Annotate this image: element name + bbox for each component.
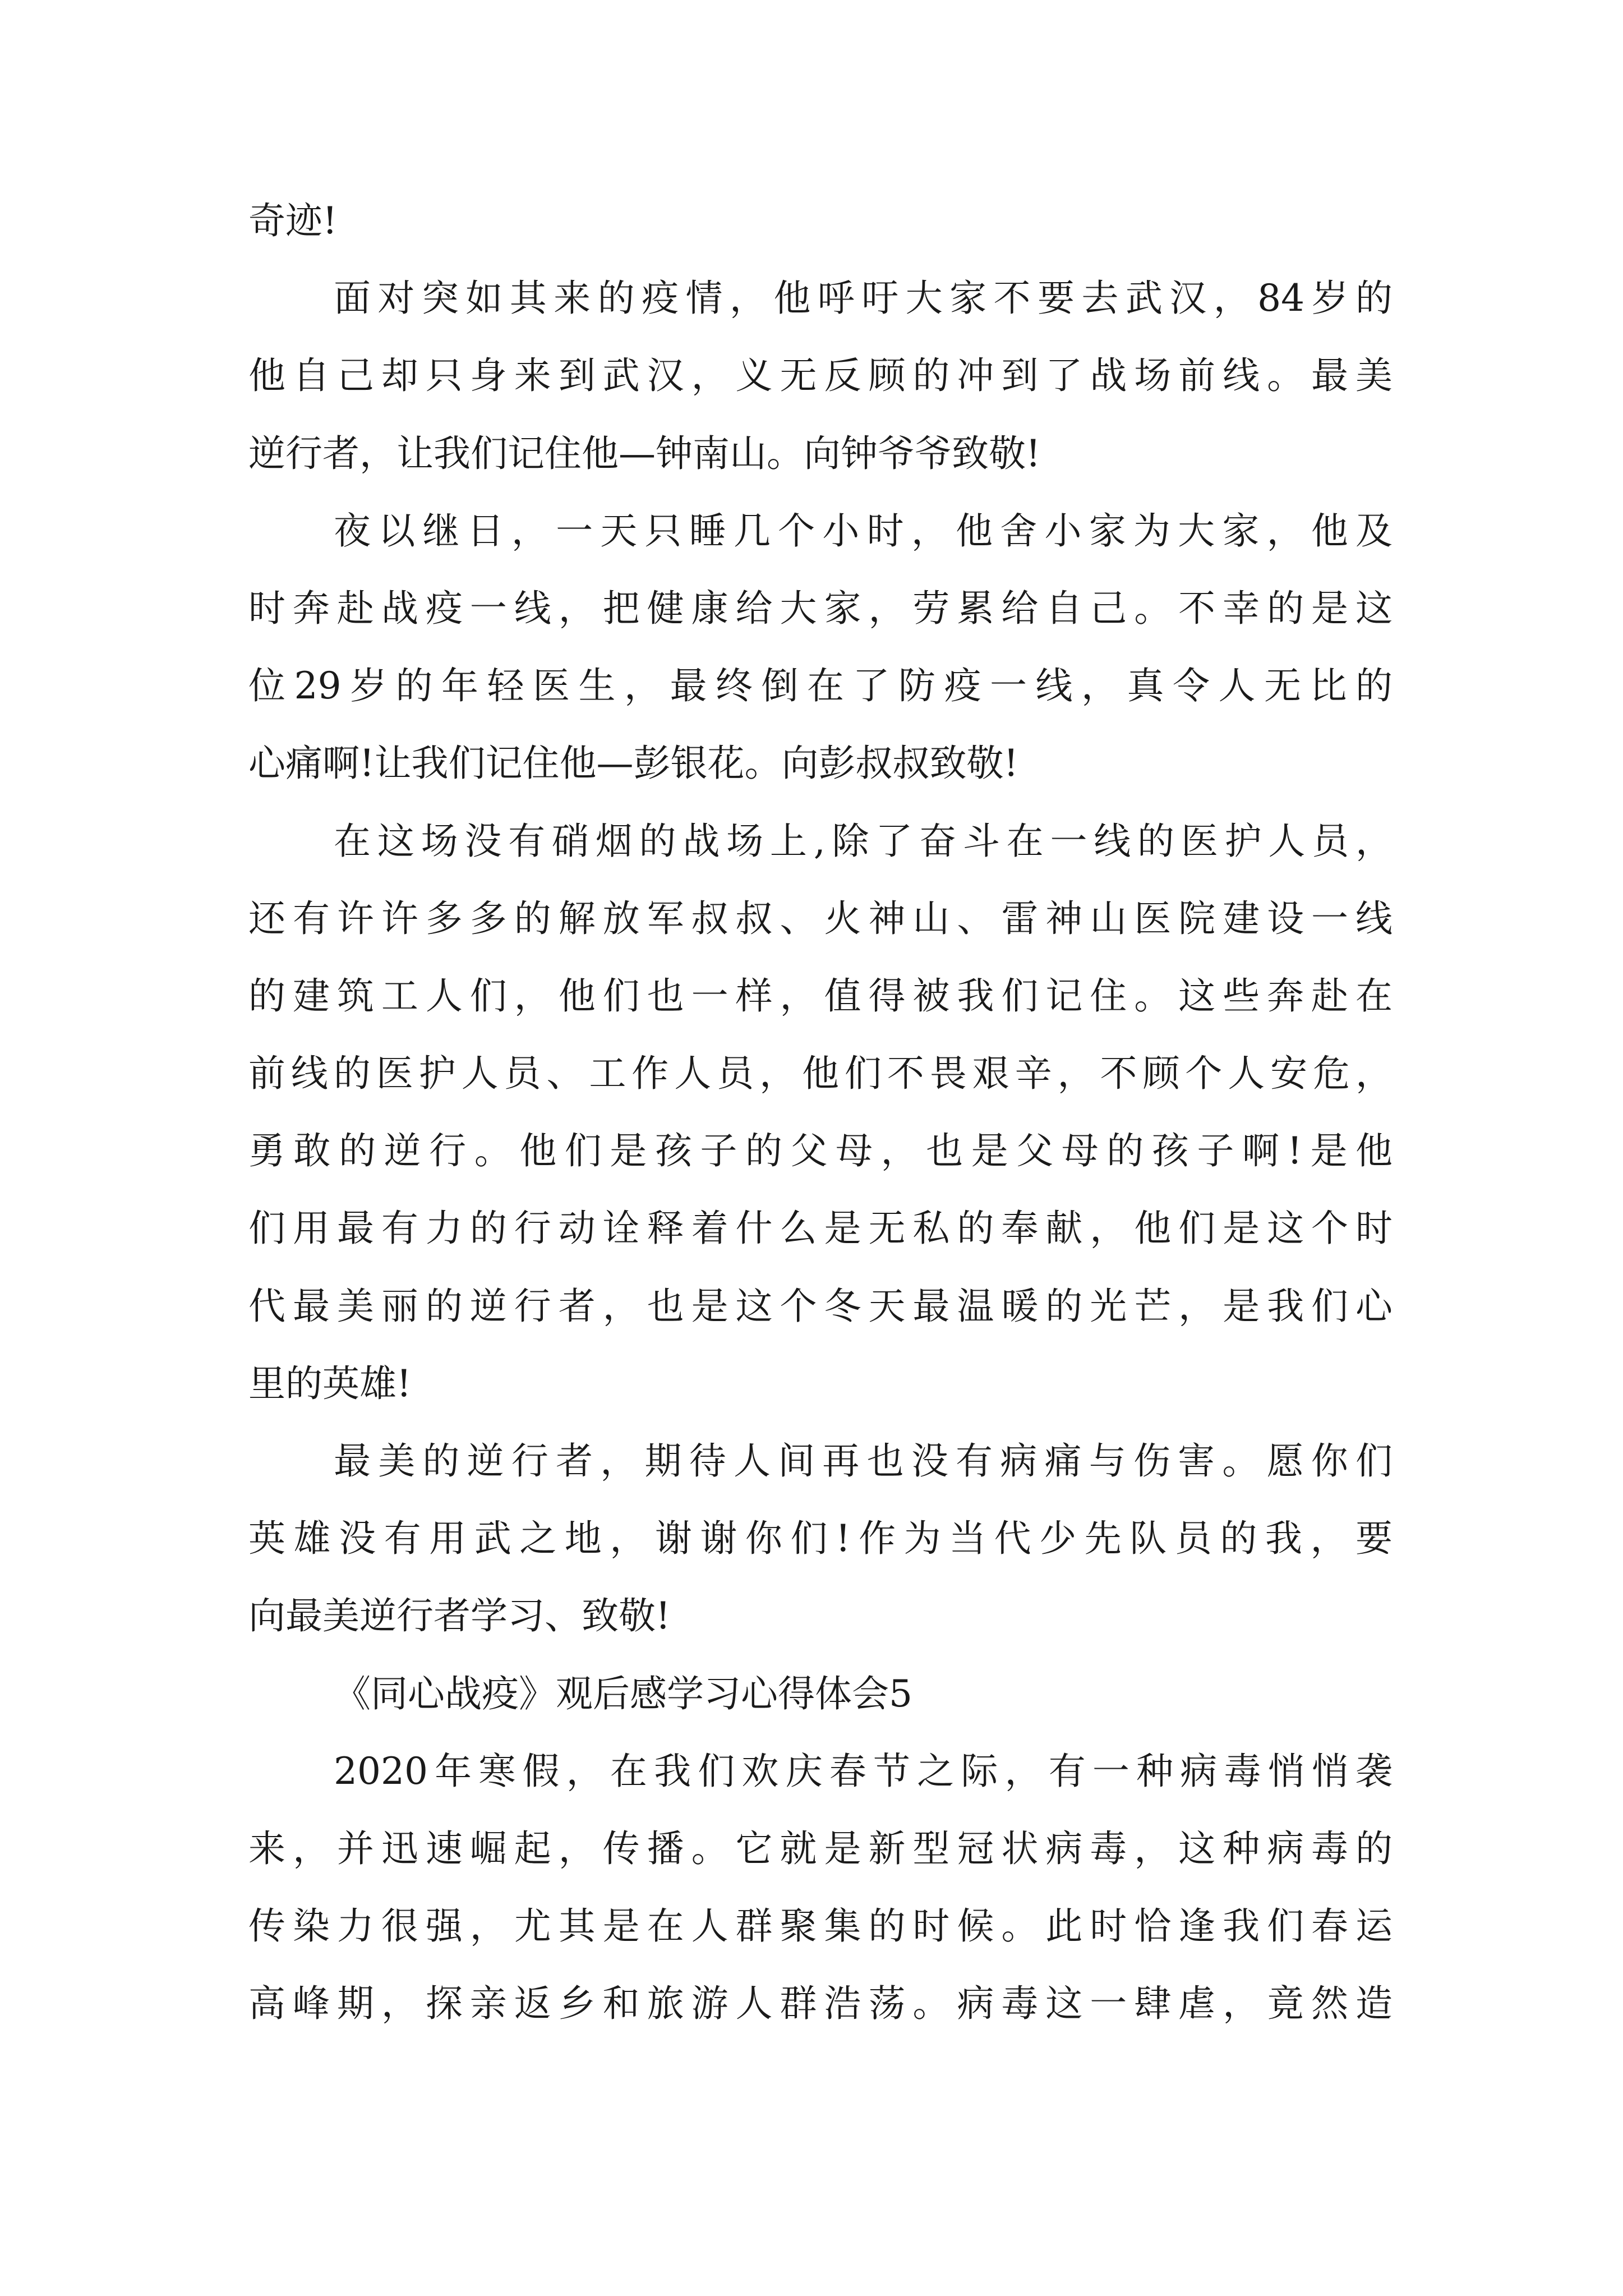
text-line: 逆行者，让我们记住他—钟南山。向钟爷爷致敬! <box>248 431 1041 475</box>
text-line: 面对突如其来的疫情，他呼吁大家不要去武汉，84岁的 <box>334 277 1393 320</box>
text-line: 位29岁的年轻医生，最终倒在了防疫一线，真令人无比的 <box>248 664 1393 708</box>
document-body <box>248 182 1393 2043</box>
text-line: 高峰期，探亲返乡和旅游人群浩荡。病毒这一肆虐，竟然造 <box>248 1982 1393 2026</box>
text-line: 向最美逆行者学习、致敬! <box>248 1594 671 1638</box>
text-line: 勇敢的逆行。他们是孩子的父母，也是父母的孩子啊!是他 <box>248 1129 1393 1173</box>
text-line: 2020年寒假，在我们欢庆春节之际，有一种病毒悄悄袭 <box>334 1749 1393 1793</box>
text-line: 最美的逆行者，期待人间再也没有病痛与伤害。愿你们 <box>334 1439 1393 1483</box>
text-line: 他自己却只身来到武汉，义无反顾的冲到了战场前线。最美 <box>248 354 1393 398</box>
text-line: 传染力很强，尤其是在人群聚集的时候。此时恰逢我们春运 <box>248 1904 1393 1948</box>
text-line: 来，并迅速崛起，传播。它就是新型冠状病毒，这种病毒的 <box>248 1826 1393 1870</box>
text-line: 夜以继日，一天只睡几个小时，他舍小家为大家，他及 <box>334 509 1393 553</box>
text-line: 在这场没有硝烟的战场上,除了奋斗在一线的医护人员， <box>334 819 1393 863</box>
text-line: 里的英雄! <box>248 1361 412 1405</box>
text-line: 前线的医护人员、工作人员，他们不畏艰辛，不顾个人安危， <box>248 1052 1393 1096</box>
text-line: 代最美丽的逆行者，也是这个冬天最温暖的光芒，是我们心 <box>248 1284 1393 1328</box>
text-line: 心痛啊!让我们记住他—彭银花。向彭叔叔致敬! <box>248 742 1019 785</box>
text-line: 的建筑工人们，他们也一样，值得被我们记住。这些奔赴在 <box>248 974 1393 1018</box>
text-line: 时奔赴战疫一线，把健康给大家，劳累给自己。不幸的是这 <box>248 586 1393 630</box>
text-line: 们用最有力的行动诠释着什么是无私的奉献，他们是这个时 <box>248 1207 1393 1250</box>
text-line: 英雄没有用武之地，谢谢你们!作为当代少先队员的我，要 <box>248 1517 1393 1561</box>
text-line: 还有许许多多的解放军叔叔、火神山、雷神山医院建设一线 <box>248 896 1393 940</box>
text-line: 《同心战疫》观后感学习心得体会5 <box>334 1672 912 1715</box>
text-line: 奇迹! <box>248 199 338 242</box>
